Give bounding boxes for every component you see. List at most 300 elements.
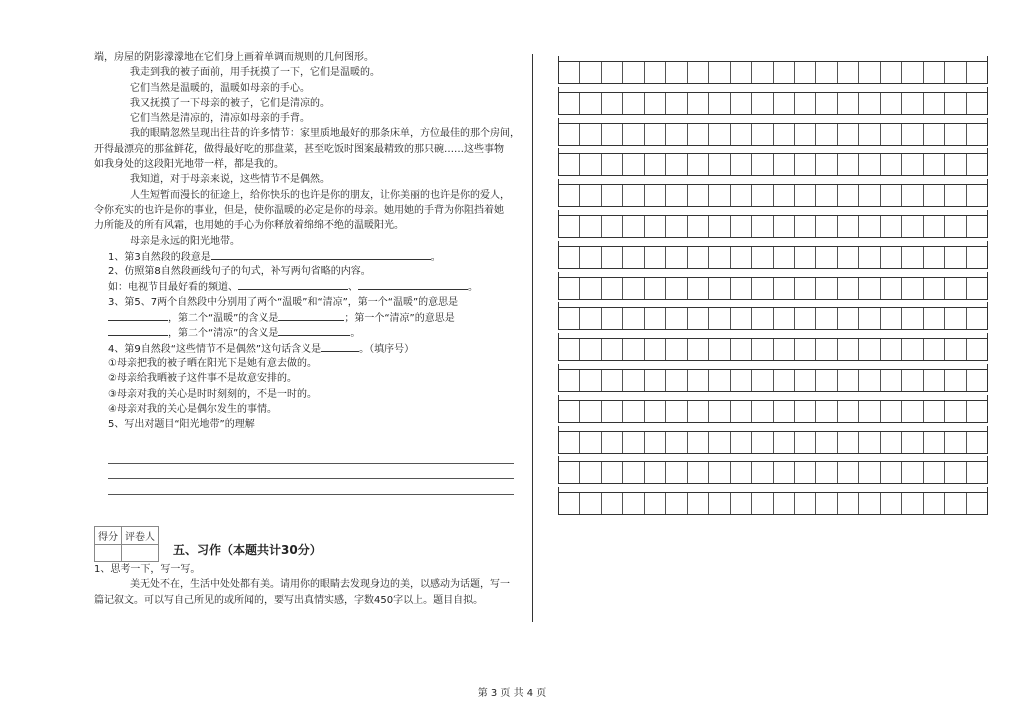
grid-cell[interactable]	[881, 432, 902, 453]
grid-cell[interactable]	[559, 154, 580, 175]
grid-cell[interactable]	[924, 247, 945, 268]
grid-cell[interactable]	[645, 308, 666, 329]
grid-cell[interactable]	[645, 462, 666, 483]
grid-cell[interactable]	[795, 154, 816, 175]
grid-cell[interactable]	[816, 216, 837, 237]
grid-cell[interactable]	[795, 185, 816, 206]
grid-cell[interactable]	[731, 62, 752, 83]
grid-cell[interactable]	[623, 462, 644, 483]
grid-cell[interactable]	[752, 308, 773, 329]
grid-cell[interactable]	[602, 93, 623, 114]
grid-cell[interactable]	[967, 462, 987, 483]
grid-cell[interactable]	[602, 308, 623, 329]
grid-cell[interactable]	[666, 432, 687, 453]
grid-cell[interactable]	[816, 462, 837, 483]
grid-cell[interactable]	[709, 247, 730, 268]
grid-cell[interactable]	[559, 278, 580, 299]
grid-cell[interactable]	[924, 124, 945, 145]
grid-cell[interactable]	[924, 401, 945, 422]
grid-cell[interactable]	[580, 432, 601, 453]
grid-cell[interactable]	[795, 308, 816, 329]
grid-cell[interactable]	[838, 401, 859, 422]
grid-cell[interactable]	[602, 247, 623, 268]
grid-cell[interactable]	[945, 124, 966, 145]
grid-cell[interactable]	[623, 339, 644, 360]
grid-cell[interactable]	[924, 278, 945, 299]
grid-cell[interactable]	[731, 124, 752, 145]
grid-cell[interactable]	[602, 216, 623, 237]
grid-cell[interactable]	[623, 124, 644, 145]
grid-cell[interactable]	[774, 339, 795, 360]
grid-cell[interactable]	[666, 493, 687, 514]
grid-cell[interactable]	[816, 432, 837, 453]
grid-cell[interactable]	[580, 62, 601, 83]
grid-cell[interactable]	[623, 401, 644, 422]
grid-cell[interactable]	[666, 278, 687, 299]
grid-cell[interactable]	[602, 462, 623, 483]
grid-cell[interactable]	[709, 185, 730, 206]
grid-cell[interactable]	[795, 247, 816, 268]
grid-cell[interactable]	[623, 154, 644, 175]
answer-blank[interactable]	[108, 325, 168, 336]
grid-cell[interactable]	[816, 124, 837, 145]
grid-cell[interactable]	[709, 493, 730, 514]
grid-cell[interactable]	[774, 370, 795, 391]
grid-cell[interactable]	[816, 93, 837, 114]
grid-cell[interactable]	[688, 93, 709, 114]
grid-cell[interactable]	[859, 216, 880, 237]
grid-cell[interactable]	[838, 339, 859, 360]
grid-cell[interactable]	[795, 339, 816, 360]
grid-cell[interactable]	[559, 62, 580, 83]
grid-cell[interactable]	[902, 401, 923, 422]
grid-cell[interactable]	[881, 62, 902, 83]
grid-cell[interactable]	[945, 339, 966, 360]
grid-cell[interactable]	[559, 339, 580, 360]
grid-cell[interactable]	[602, 154, 623, 175]
grid-cell[interactable]	[924, 370, 945, 391]
grid-cell[interactable]	[752, 370, 773, 391]
grid-cell[interactable]	[859, 93, 880, 114]
grid-cell[interactable]	[688, 493, 709, 514]
grid-cell[interactable]	[924, 432, 945, 453]
grid-cell[interactable]	[838, 370, 859, 391]
grid-cell[interactable]	[945, 432, 966, 453]
grid-cell[interactable]	[645, 216, 666, 237]
grid-cell[interactable]	[838, 185, 859, 206]
grid-cell[interactable]	[774, 124, 795, 145]
grid-cell[interactable]	[709, 339, 730, 360]
grid-cell[interactable]	[559, 124, 580, 145]
grid-cell[interactable]	[774, 462, 795, 483]
grid-cell[interactable]	[924, 154, 945, 175]
grid-cell[interactable]	[838, 308, 859, 329]
grid-cell[interactable]	[752, 247, 773, 268]
grid-cell[interactable]	[580, 339, 601, 360]
reviewer-cell[interactable]	[122, 545, 159, 562]
grid-cell[interactable]	[709, 308, 730, 329]
grid-cell[interactable]	[795, 370, 816, 391]
grid-cell[interactable]	[902, 493, 923, 514]
grid-cell[interactable]	[924, 339, 945, 360]
grid-cell[interactable]	[881, 370, 902, 391]
grid-cell[interactable]	[709, 401, 730, 422]
grid-cell[interactable]	[967, 401, 987, 422]
grid-cell[interactable]	[602, 493, 623, 514]
grid-cell[interactable]	[752, 216, 773, 237]
answer-blank[interactable]	[238, 279, 348, 290]
grid-cell[interactable]	[859, 401, 880, 422]
grid-cell[interactable]	[774, 493, 795, 514]
grid-cell[interactable]	[688, 62, 709, 83]
grid-cell[interactable]	[967, 124, 987, 145]
grid-cell[interactable]	[731, 462, 752, 483]
grid-cell[interactable]	[859, 493, 880, 514]
answer-blank[interactable]	[358, 279, 468, 290]
grid-cell[interactable]	[709, 462, 730, 483]
grid-cell[interactable]	[945, 493, 966, 514]
grid-cell[interactable]	[945, 308, 966, 329]
grid-cell[interactable]	[838, 247, 859, 268]
grid-cell[interactable]	[709, 62, 730, 83]
grid-cell[interactable]	[816, 185, 837, 206]
grid-cell[interactable]	[774, 278, 795, 299]
grid-cell[interactable]	[709, 154, 730, 175]
grid-cell[interactable]	[945, 278, 966, 299]
grid-cell[interactable]	[645, 432, 666, 453]
grid-cell[interactable]	[752, 339, 773, 360]
grid-cell[interactable]	[666, 185, 687, 206]
grid-cell[interactable]	[881, 124, 902, 145]
answer-blank[interactable]	[108, 310, 168, 321]
grid-cell[interactable]	[795, 278, 816, 299]
grid-cell[interactable]	[902, 185, 923, 206]
grid-cell[interactable]	[645, 124, 666, 145]
grid-cell[interactable]	[752, 93, 773, 114]
grid-cell[interactable]	[838, 462, 859, 483]
grid-cell[interactable]	[666, 154, 687, 175]
grid-cell[interactable]	[623, 216, 644, 237]
grid-cell[interactable]	[623, 308, 644, 329]
grid-cell[interactable]	[902, 62, 923, 83]
grid-cell[interactable]	[645, 278, 666, 299]
grid-cell[interactable]	[838, 124, 859, 145]
grid-cell[interactable]	[859, 247, 880, 268]
answer-blank[interactable]	[321, 341, 359, 352]
grid-cell[interactable]	[645, 185, 666, 206]
grid-cell[interactable]	[688, 370, 709, 391]
grid-cell[interactable]	[645, 62, 666, 83]
grid-cell[interactable]	[666, 339, 687, 360]
grid-cell[interactable]	[688, 308, 709, 329]
grid-cell[interactable]	[688, 432, 709, 453]
grid-cell[interactable]	[731, 493, 752, 514]
grid-cell[interactable]	[967, 370, 987, 391]
grid-cell[interactable]	[688, 247, 709, 268]
grid-cell[interactable]	[945, 62, 966, 83]
grid-cell[interactable]	[623, 247, 644, 268]
grid-cell[interactable]	[623, 93, 644, 114]
grid-cell[interactable]	[602, 401, 623, 422]
grid-cell[interactable]	[774, 401, 795, 422]
grid-cell[interactable]	[967, 154, 987, 175]
grid-cell[interactable]	[752, 432, 773, 453]
grid-cell[interactable]	[602, 62, 623, 83]
grid-cell[interactable]	[859, 432, 880, 453]
grid-cell[interactable]	[838, 278, 859, 299]
grid-cell[interactable]	[859, 154, 880, 175]
grid-cell[interactable]	[688, 278, 709, 299]
grid-cell[interactable]	[666, 401, 687, 422]
grid-cell[interactable]	[752, 185, 773, 206]
grid-cell[interactable]	[881, 278, 902, 299]
grid-cell[interactable]	[816, 247, 837, 268]
grid-cell[interactable]	[559, 93, 580, 114]
grid-cell[interactable]	[645, 401, 666, 422]
grid-cell[interactable]	[752, 462, 773, 483]
grid-cell[interactable]	[816, 154, 837, 175]
grid-cell[interactable]	[838, 216, 859, 237]
answer-blank[interactable]	[278, 310, 344, 321]
grid-cell[interactable]	[709, 216, 730, 237]
grid-cell[interactable]	[881, 185, 902, 206]
grid-cell[interactable]	[666, 124, 687, 145]
grid-cell[interactable]	[902, 247, 923, 268]
grid-cell[interactable]	[902, 339, 923, 360]
grid-cell[interactable]	[967, 93, 987, 114]
grid-cell[interactable]	[580, 216, 601, 237]
grid-cell[interactable]	[902, 93, 923, 114]
grid-cell[interactable]	[709, 124, 730, 145]
grid-cell[interactable]	[688, 401, 709, 422]
grid-cell[interactable]	[774, 154, 795, 175]
grid-cell[interactable]	[795, 462, 816, 483]
grid-cell[interactable]	[881, 154, 902, 175]
grid-cell[interactable]	[859, 124, 880, 145]
grid-cell[interactable]	[967, 247, 987, 268]
grid-cell[interactable]	[945, 216, 966, 237]
grid-cell[interactable]	[838, 62, 859, 83]
grid-cell[interactable]	[559, 370, 580, 391]
grid-cell[interactable]	[559, 462, 580, 483]
grid-cell[interactable]	[623, 493, 644, 514]
grid-cell[interactable]	[967, 216, 987, 237]
grid-cell[interactable]	[645, 93, 666, 114]
grid-cell[interactable]	[580, 278, 601, 299]
grid-cell[interactable]	[580, 462, 601, 483]
grid-cell[interactable]	[731, 401, 752, 422]
grid-cell[interactable]	[945, 247, 966, 268]
grid-cell[interactable]	[559, 493, 580, 514]
grid-cell[interactable]	[580, 93, 601, 114]
grid-cell[interactable]	[666, 370, 687, 391]
grid-cell[interactable]	[731, 370, 752, 391]
grid-cell[interactable]	[902, 278, 923, 299]
grid-cell[interactable]	[602, 370, 623, 391]
grid-cell[interactable]	[731, 93, 752, 114]
grid-cell[interactable]	[645, 339, 666, 360]
grid-cell[interactable]	[688, 185, 709, 206]
grid-cell[interactable]	[859, 308, 880, 329]
grid-cell[interactable]	[623, 185, 644, 206]
grid-cell[interactable]	[795, 62, 816, 83]
grid-cell[interactable]	[731, 216, 752, 237]
grid-cell[interactable]	[881, 339, 902, 360]
grid-cell[interactable]	[731, 154, 752, 175]
grid-cell[interactable]	[924, 308, 945, 329]
grid-cell[interactable]	[816, 62, 837, 83]
grid-cell[interactable]	[688, 154, 709, 175]
grid-cell[interactable]	[645, 370, 666, 391]
grid-cell[interactable]	[774, 93, 795, 114]
grid-cell[interactable]	[580, 185, 601, 206]
grid-cell[interactable]	[666, 216, 687, 237]
grid-cell[interactable]	[795, 432, 816, 453]
grid-cell[interactable]	[559, 308, 580, 329]
grid-cell[interactable]	[709, 278, 730, 299]
grid-cell[interactable]	[752, 278, 773, 299]
grid-cell[interactable]	[602, 124, 623, 145]
grid-cell[interactable]	[945, 370, 966, 391]
grid-cell[interactable]	[666, 93, 687, 114]
grid-cell[interactable]	[924, 62, 945, 83]
grid-cell[interactable]	[752, 124, 773, 145]
grid-cell[interactable]	[580, 493, 601, 514]
grid-cell[interactable]	[902, 154, 923, 175]
grid-cell[interactable]	[688, 462, 709, 483]
answer-line[interactable]	[108, 448, 514, 464]
grid-cell[interactable]	[666, 462, 687, 483]
grid-cell[interactable]	[602, 278, 623, 299]
grid-cell[interactable]	[967, 62, 987, 83]
grid-cell[interactable]	[731, 278, 752, 299]
grid-cell[interactable]	[902, 432, 923, 453]
grid-cell[interactable]	[688, 216, 709, 237]
grid-cell[interactable]	[945, 93, 966, 114]
grid-cell[interactable]	[881, 308, 902, 329]
grid-cell[interactable]	[859, 339, 880, 360]
grid-cell[interactable]	[580, 308, 601, 329]
grid-cell[interactable]	[774, 432, 795, 453]
grid-cell[interactable]	[580, 154, 601, 175]
grid-cell[interactable]	[967, 278, 987, 299]
grid-cell[interactable]	[924, 93, 945, 114]
grid-cell[interactable]	[902, 308, 923, 329]
grid-cell[interactable]	[902, 216, 923, 237]
grid-cell[interactable]	[838, 93, 859, 114]
grid-cell[interactable]	[731, 308, 752, 329]
answer-line[interactable]	[108, 479, 514, 495]
grid-cell[interactable]	[559, 401, 580, 422]
grid-cell[interactable]	[774, 216, 795, 237]
grid-cell[interactable]	[881, 247, 902, 268]
grid-cell[interactable]	[731, 432, 752, 453]
grid-cell[interactable]	[902, 370, 923, 391]
grid-cell[interactable]	[623, 62, 644, 83]
grid-cell[interactable]	[881, 401, 902, 422]
grid-cell[interactable]	[580, 401, 601, 422]
grid-cell[interactable]	[602, 432, 623, 453]
grid-cell[interactable]	[945, 401, 966, 422]
grid-cell[interactable]	[580, 124, 601, 145]
grid-cell[interactable]	[623, 278, 644, 299]
grid-cell[interactable]	[774, 62, 795, 83]
grid-cell[interactable]	[666, 308, 687, 329]
grid-cell[interactable]	[859, 370, 880, 391]
grid-cell[interactable]	[645, 493, 666, 514]
grid-cell[interactable]	[623, 370, 644, 391]
grid-cell[interactable]	[838, 493, 859, 514]
grid-cell[interactable]	[881, 493, 902, 514]
grid-cell[interactable]	[881, 93, 902, 114]
grid-cell[interactable]	[559, 216, 580, 237]
grid-cell[interactable]	[816, 493, 837, 514]
grid-cell[interactable]	[774, 308, 795, 329]
grid-cell[interactable]	[924, 185, 945, 206]
grid-cell[interactable]	[666, 247, 687, 268]
grid-cell[interactable]	[602, 185, 623, 206]
grid-cell[interactable]	[945, 154, 966, 175]
grid-cell[interactable]	[559, 247, 580, 268]
grid-cell[interactable]	[774, 185, 795, 206]
grid-cell[interactable]	[859, 185, 880, 206]
grid-cell[interactable]	[795, 124, 816, 145]
score-cell[interactable]	[95, 545, 122, 562]
grid-cell[interactable]	[859, 62, 880, 83]
answer-blank[interactable]	[211, 249, 431, 260]
grid-cell[interactable]	[623, 432, 644, 453]
grid-cell[interactable]	[967, 432, 987, 453]
grid-cell[interactable]	[881, 216, 902, 237]
grid-cell[interactable]	[838, 432, 859, 453]
grid-cell[interactable]	[902, 124, 923, 145]
grid-cell[interactable]	[795, 216, 816, 237]
grid-cell[interactable]	[967, 185, 987, 206]
grid-cell[interactable]	[795, 401, 816, 422]
grid-cell[interactable]	[580, 247, 601, 268]
grid-cell[interactable]	[795, 93, 816, 114]
grid-cell[interactable]	[967, 493, 987, 514]
grid-cell[interactable]	[709, 370, 730, 391]
grid-cell[interactable]	[838, 154, 859, 175]
grid-cell[interactable]	[816, 370, 837, 391]
answer-line[interactable]	[108, 464, 514, 480]
grid-cell[interactable]	[731, 185, 752, 206]
grid-cell[interactable]	[816, 339, 837, 360]
grid-cell[interactable]	[752, 493, 773, 514]
grid-cell[interactable]	[580, 370, 601, 391]
grid-cell[interactable]	[967, 308, 987, 329]
grid-cell[interactable]	[816, 278, 837, 299]
grid-cell[interactable]	[924, 462, 945, 483]
grid-cell[interactable]	[859, 278, 880, 299]
grid-cell[interactable]	[731, 247, 752, 268]
grid-cell[interactable]	[945, 462, 966, 483]
grid-cell[interactable]	[924, 493, 945, 514]
grid-cell[interactable]	[688, 339, 709, 360]
grid-cell[interactable]	[602, 339, 623, 360]
grid-cell[interactable]	[881, 462, 902, 483]
grid-cell[interactable]	[709, 93, 730, 114]
grid-cell[interactable]	[945, 185, 966, 206]
grid-cell[interactable]	[752, 401, 773, 422]
grid-cell[interactable]	[902, 462, 923, 483]
grid-cell[interactable]	[752, 62, 773, 83]
grid-cell[interactable]	[645, 247, 666, 268]
grid-cell[interactable]	[816, 308, 837, 329]
grid-cell[interactable]	[559, 185, 580, 206]
grid-cell[interactable]	[774, 247, 795, 268]
